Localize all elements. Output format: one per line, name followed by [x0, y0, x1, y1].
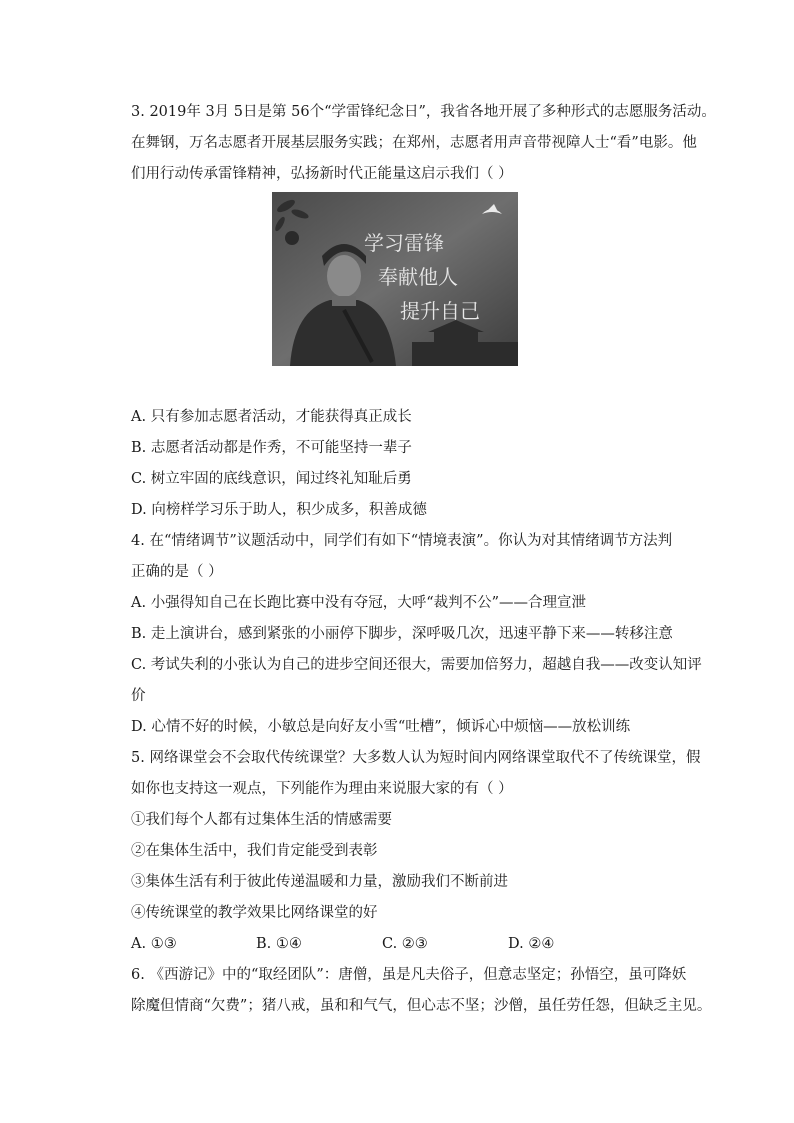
q3-stem-line-1: 3. 2019年 3月 5日是第 56个“学雷锋纪念日”，我省各地开展了多种形式的志愿服务活动。	[131, 104, 716, 120]
q3-stem-line-3: 们用行动传承雷锋精神，弘扬新时代正能量这启示我们（ ）	[131, 166, 513, 182]
q5-choice-b: B. ①④	[256, 936, 302, 952]
q5-stem-line-2: 如你也支持这一观点，下列能作为理由来说服大家的有（ ）	[131, 781, 513, 797]
q3-option-d: D. 向榜样学习乐于助人，积少成多，积善成德	[131, 502, 427, 518]
q3-option-b: B. 志愿者活动都是作秀，不可能坚持一辈子	[131, 440, 412, 456]
lei-feng-poster-image	[272, 192, 518, 366]
q4-stem-line-1: 4. 在“情绪调节”议题活动中，同学们有如下“情境表演”。你认为对其情绪调节方法判	[131, 533, 673, 549]
q4-option-b: B. 走上演讲台，感到紧张的小丽停下脚步，深呼吸几次，迅速平静下来——转移注意	[131, 626, 673, 642]
poster-slogan-1: 学习雷锋	[364, 231, 444, 255]
emblem-icon	[285, 231, 299, 245]
q5-statement-4: ④传统课堂的教学效果比网络课堂的好	[131, 905, 378, 921]
q5-choice-d: D. ②④	[508, 936, 555, 952]
q6-stem-line-1: 6. 《西游记》中的“取经团队”：唐僧，虽是凡夫俗子，但意志坚定；孙悟空，虽可降妖	[131, 967, 687, 983]
q4-option-c: C. 考试失利的小张认为自己的进步空间还很大，需要加倍努力，超越自我——改变认知评	[131, 657, 702, 673]
q4-option-c-continued: 价	[131, 688, 146, 704]
q6-stem-line-2: 除魔但情商“欠费”；猪八戒，虽和和气气，但心志不坚；沙僧，虽任劳任怨，但缺乏主见。	[131, 998, 712, 1014]
q5-choice-a: A. ①③	[131, 936, 177, 952]
q5-statement-3: ③集体生活有利于彼此传递温暖和力量，激励我们不断前进	[131, 874, 508, 890]
q3-option-c: C. 树立牢固的底线意识，闻过终礼知耻后勇	[131, 471, 412, 487]
q3-stem-line-2: 在舞钢，万名志愿者开展基层服务实践；在郑州，志愿者用声音带视障人士“看”电影。他	[131, 135, 697, 151]
q4-stem-line-2: 正确的是（ ）	[131, 564, 223, 580]
q5-stem-line-1: 5. 网络课堂会不会取代传统课堂？大多数人认为短时间内网络课堂取代不了传统课堂，假	[131, 750, 701, 766]
q5-choice-c: C. ②③	[382, 936, 428, 952]
q5-statement-1: ①我们每个人都有过集体生活的情感需要	[131, 812, 392, 828]
poster-slogan-3: 提升自己	[400, 299, 480, 323]
q3-option-a: A. 只有参加志愿者活动，才能获得真正成长	[131, 409, 412, 425]
poster-slogan-2: 奉献他人	[378, 265, 458, 289]
q4-option-d: D. 心情不好的时候，小敏总是向好友小雪“吐槽”，倾诉心中烦恼——放松训练	[131, 719, 631, 735]
poster-artwork	[272, 192, 518, 366]
q5-statement-2: ②在集体生活中，我们肯定能受到表彰	[131, 843, 378, 859]
q4-option-a: A. 小强得知自己在长跑比赛中没有夺冠，大呼“裁判不公”——合理宣泄	[131, 595, 587, 611]
